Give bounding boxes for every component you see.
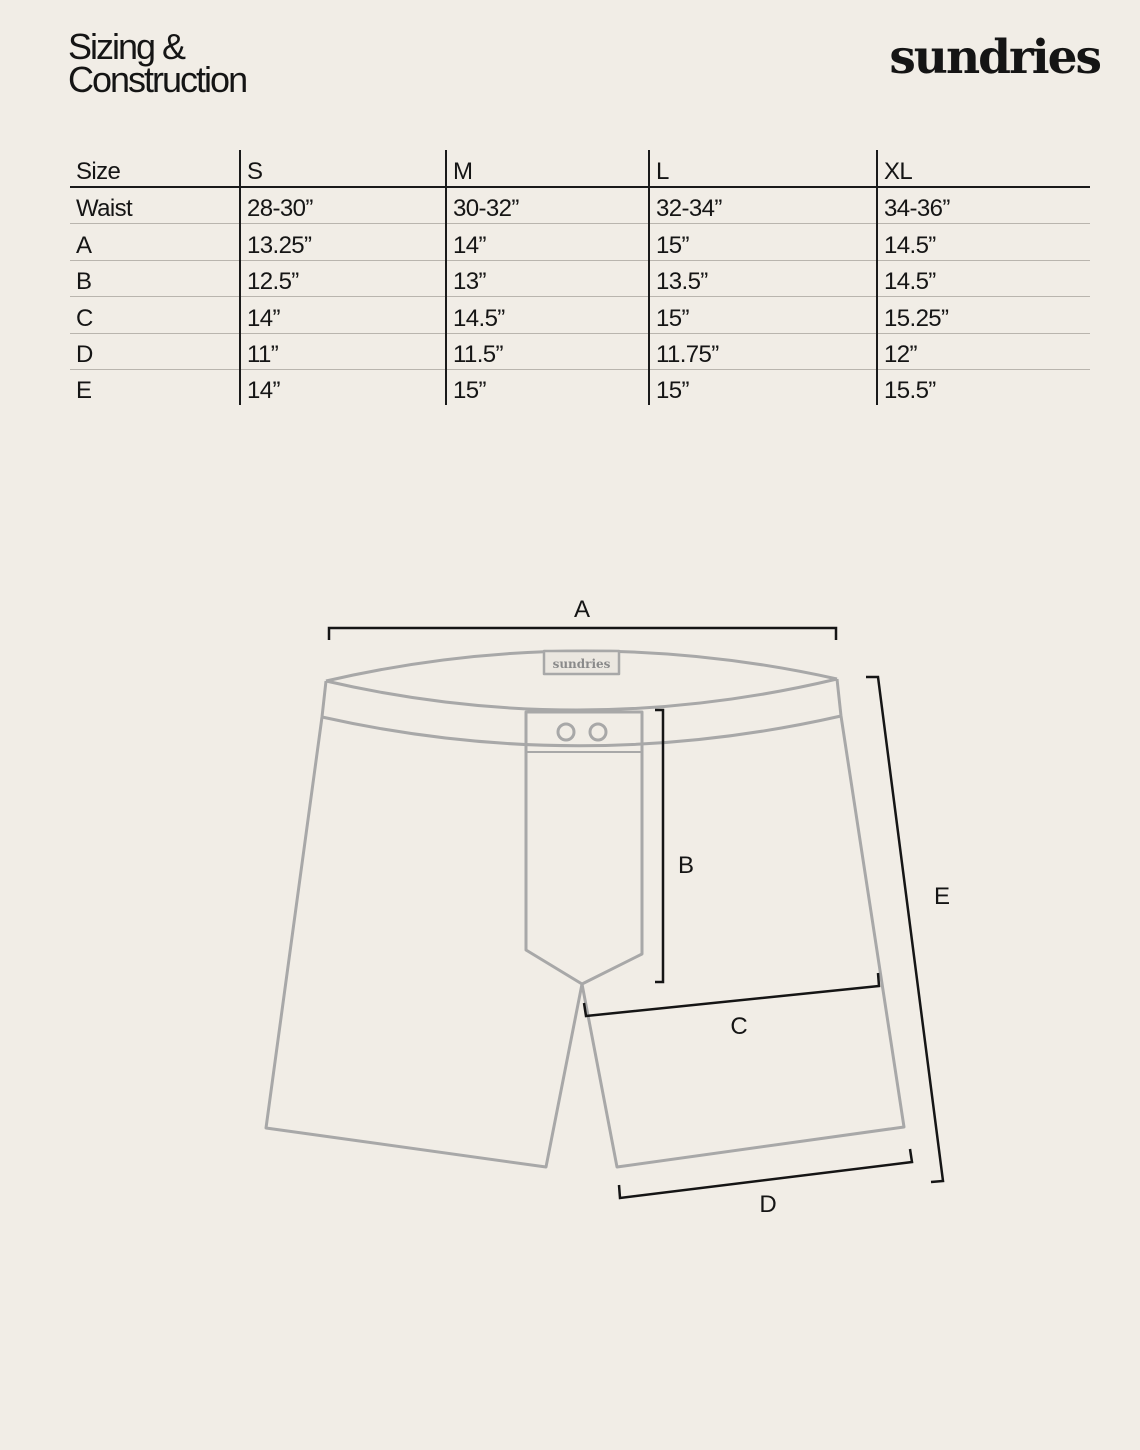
- row-label: D: [70, 333, 240, 369]
- row-label: B: [70, 260, 240, 296]
- label-b: B: [677, 852, 695, 879]
- label-a: A: [573, 596, 591, 623]
- table-cell: 15.25”: [877, 297, 1090, 333]
- dimension-b: [655, 710, 663, 982]
- table-cell: 13.5”: [649, 260, 877, 296]
- row-label: C: [70, 297, 240, 333]
- table-cell: 15”: [649, 297, 877, 333]
- waistband-inner-edge: [326, 679, 837, 710]
- title-line-1: Sizing &: [68, 26, 185, 67]
- table-cell: 12.5”: [240, 260, 446, 296]
- table-cell: 28-30”: [240, 187, 446, 224]
- table-cell: 11.5”: [446, 333, 649, 369]
- table-cell: 14”: [240, 369, 446, 405]
- header-size: Size: [70, 150, 240, 187]
- label-e: E: [933, 883, 951, 910]
- waistband-right-side: [837, 679, 841, 716]
- dimension-a: [329, 628, 836, 640]
- table-cell: 14”: [446, 224, 649, 260]
- row-label: Waist: [70, 187, 240, 224]
- table-cell: 32-34”: [649, 187, 877, 224]
- table-cell: 34-36”: [877, 187, 1090, 224]
- shorts-outline: [266, 651, 904, 1167]
- table-cell: 13.25”: [240, 224, 446, 260]
- header-m: M: [446, 150, 649, 187]
- waistband-left-side: [322, 681, 326, 717]
- row-label: E: [76, 377, 92, 405]
- table-cell: 15”: [649, 369, 877, 405]
- label-d: D: [759, 1191, 777, 1218]
- header-s: S: [240, 150, 446, 187]
- table-cell: 11.75”: [649, 333, 877, 369]
- dimension-c: [584, 973, 879, 1016]
- button-icon: [558, 724, 574, 740]
- right-leg: [582, 716, 904, 1167]
- waistband-bottom-edge: [322, 716, 841, 746]
- header-xl: XL: [877, 150, 1090, 187]
- dimension-e: [866, 677, 943, 1182]
- table-cell: 11”: [240, 333, 446, 369]
- button-icon: [590, 724, 606, 740]
- table-cell: 14”: [240, 297, 446, 333]
- title-line-2: Construction: [68, 59, 247, 100]
- table-cell: 14.5”: [446, 297, 649, 333]
- header-l: L: [649, 150, 877, 187]
- table-cell: 14.5”: [877, 260, 1090, 296]
- table-cell: 15”: [446, 369, 649, 405]
- label-c: C: [730, 1013, 748, 1040]
- row-label: A: [70, 224, 240, 260]
- tag-brand-text: sundries: [552, 657, 611, 671]
- table-cell: 15”: [649, 224, 877, 260]
- table-cell: 14.5”: [877, 224, 1090, 260]
- table-cell: 12”: [877, 333, 1090, 369]
- left-leg: [266, 717, 582, 1167]
- brand-logo: sundries: [889, 30, 1100, 85]
- table-cell: 15.5”: [877, 369, 1090, 405]
- table-cell: 13”: [446, 260, 649, 296]
- table-cell: 30-32”: [446, 187, 649, 224]
